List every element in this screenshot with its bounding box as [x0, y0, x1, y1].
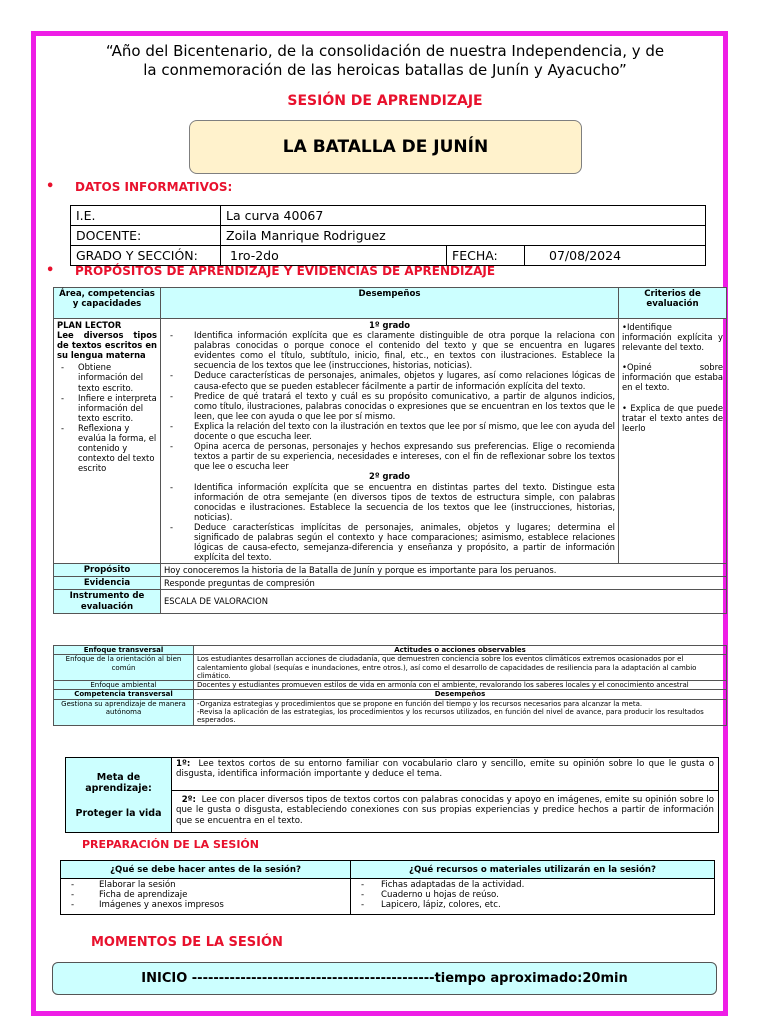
table-row	[54, 288, 727, 319]
list-item: - Infiere e interpreta información del texto escrito.	[57, 393, 157, 423]
recursos-cell	[351, 879, 715, 915]
meta-box	[65, 757, 719, 833]
datos-heading	[46, 179, 233, 194]
meta-grade1	[172, 758, 718, 791]
list-item: - Deduce características de personajes, animales, objetos y lugares, así como relaciones lógicas de causa-efecto que se pueden establecer fácilmente a partir de información explícita del texto.	[164, 370, 615, 390]
ie-value: La curva 40067	[221, 206, 706, 226]
col-criterios-header: Criterios de evaluación	[619, 288, 727, 319]
momentos-heading: MOMENTOS DE LA SESIÓN	[91, 935, 283, 950]
grado-label: GRADO Y SECCIÓN:	[71, 246, 221, 266]
enfoque-bien-comun-text: Los estudiantes desarrollan acciones de ciudadanía, que demuestren conciencia sobre los eventos climáticos extremos ocasionados por el calentamiento global (sequías e inundaciones, entre otros.), así como el desarrollo de capacidades de resiliencia para la adaptación al cambio climático.	[194, 655, 727, 681]
list-item: - Reflexiona y evalúa la forma, el contenido y contexto del texto escrito	[57, 423, 157, 473]
area-cell	[54, 319, 161, 564]
meta-label: Meta de aprendizaje:	[85, 771, 152, 794]
preparacion-table	[60, 860, 715, 915]
evidencia-value: Responde preguntas de compresión	[161, 577, 727, 590]
desempenos-cell	[161, 319, 619, 564]
list-item: - Identifica información explícita que es claramente distinguible de otra porque la relaciona con palabras conocidas o porque conoce el contenido del texto y que se encuentra en lugares evidentes como el título, subtítulo, inicio, final, etc., en textos con ilustraciones. Establece la secuencia de los textos que lee (instrucciones, historias, noticias).	[164, 330, 615, 370]
propositos-heading-text: PROPÓSITOS DE APRENDIZAJE Y EVIDENCIAS DE APRENDIZAJE	[75, 264, 496, 278]
list-item: - Explica la relación del texto con la ilustración en textos que lee por sí mismo, que lee con ayuda del docente o que escucha leer.	[164, 421, 615, 441]
table-row	[54, 690, 727, 699]
list-item: - Predice de qué tratará el texto y cuál es su propósito comunicativo, a partir de algunos indicios, como título, ilustraciones, palabras conocidas o expresiones que se encuentran en los textos que le leen, que lee con ayuda o que lee por sí mismo.	[164, 391, 615, 421]
criterio-item: •Opiné sobre información que estaba en el texto.	[622, 362, 723, 393]
evidencia-label: Evidencia	[54, 577, 161, 590]
preparacion-heading: PREPARACIÓN DE LA SESIÓN	[82, 838, 259, 851]
table-row	[61, 861, 715, 879]
motto-line-2: la conmemoración de las heroicas batallas de Junín y Ayacucho”	[143, 61, 627, 79]
table-row	[71, 206, 706, 226]
meta-grade1-prefix: 1º:	[176, 759, 191, 769]
area-competencia: Lee diversos tipos de textos escritos en su lengua materna	[57, 330, 157, 361]
motto	[60, 42, 710, 80]
table-row	[54, 699, 727, 725]
instrumento-label: Instrumento de evaluación	[54, 590, 161, 613]
col-desempenos-header: Desempeños	[194, 690, 727, 699]
enfoque-ambiental-text: Docentes y estudiantes promueven estilos de vida en armonía con el ambiente, revalorando los saberes locales y el conocimiento ancestral	[194, 681, 727, 690]
col-competencia-header: Competencia transversal	[54, 690, 194, 699]
area-title: PLAN LECTOR	[57, 320, 122, 330]
grade2-list	[164, 482, 615, 563]
bullet-icon: •	[46, 263, 55, 278]
list-item: - Opina acerca de personas, personajes y hechos expresando sus preferencias. Elige o recomienda textos a partir de su experiencia, necesidades e intereses, con el fin de reflexionar sobre los textos que lee o escucha leer	[164, 441, 615, 471]
datos-heading-text: DATOS INFORMATIVOS:	[75, 180, 233, 194]
list-item: - Obtiene información del texto escrito.	[57, 362, 157, 392]
motto-line-1: “Año del Bicentenario, de la consolidación de nuestra Independencia, y de	[105, 42, 665, 60]
meta-sublabel: Proteger la vida	[75, 807, 162, 819]
bullet-icon: •	[46, 179, 55, 194]
page-title: LA BATALLA DE JUNÍN	[282, 137, 489, 157]
enfoque-ambiental: Enfoque ambiental	[54, 681, 194, 690]
criterio-item: • Explica de que puede tratar el texto antes de leerlo	[622, 402, 723, 433]
ie-label: I.E.	[71, 206, 221, 226]
propositos-table	[53, 287, 727, 614]
table-row	[54, 564, 727, 577]
enfoque-bien-comun: Enfoque de la orientación al bien común	[54, 655, 194, 681]
fecha-label: FECHA:	[447, 246, 525, 266]
criterio-item: •Identifique información explícita y relevante del texto.	[622, 322, 723, 353]
list-item: - Imágenes y anexos impresos	[65, 900, 346, 910]
inicio-box	[52, 962, 717, 995]
table-row	[71, 246, 706, 266]
antes-cell	[61, 879, 351, 915]
proposito-label: Propósito	[54, 564, 161, 577]
table-row	[54, 590, 727, 613]
list-item: - Elaborar la sesión	[65, 880, 346, 890]
col-area-header: Área, competencias y capacidades	[54, 288, 161, 319]
meta-grade1-text: Lee textos cortos de su entorno familiar con vocabulario claro y sencillo, emite su opinión sobre lo que le gusta o disgusta, identifica información importante y deduce el tema.	[176, 759, 714, 780]
competencia-autonoma-text	[194, 699, 727, 725]
fecha-value: 07/08/2024	[525, 246, 706, 266]
table-row	[54, 655, 727, 681]
table-row	[61, 879, 715, 915]
session-label: SESIÓN DE APRENDIZAJE	[287, 93, 483, 109]
instrumento-value: ESCALA DE VALORACION	[161, 590, 727, 613]
table-row	[54, 577, 727, 590]
table-row	[54, 681, 727, 690]
list-item: - Deduce características implícitas de personajes, animales, objetos y lugares; determina el significado de palabras según el contexto y hace comparaciones; asimismo, establece relaciones lógicas de causa-efecto, semejanza-diferencia y enseñanza y propósito, a partir de información explícita del texto.	[164, 522, 615, 562]
col-recursos-header: ¿Qué recursos o materiales utilizarán en la sesión?	[351, 861, 715, 879]
enfoques-table	[53, 645, 727, 726]
meta-label-cell	[66, 758, 172, 832]
recursos-list	[355, 880, 710, 910]
list-item: - Ficha de aprendizaje	[65, 890, 346, 900]
criterios-cell	[619, 319, 727, 564]
capacidades-list	[57, 362, 157, 473]
title-box	[189, 120, 582, 174]
table-row	[54, 646, 727, 655]
desempeno-line: -Organiza estrategias y procedimientos que se propone en función del tiempo y los recursos necesarios para alcanzar la meta.	[197, 699, 643, 708]
inicio-label: INICIO ---------------------------------------------tiempo aproximado:20min	[141, 971, 628, 986]
table-row	[54, 319, 727, 564]
col-enfoque-header: Enfoque transversal	[54, 646, 194, 655]
meta-grade2-text: Lee con placer diversos tipos de textos cortos con palabras conocidas y apoyo en imágenes, emite su opinión sobre lo que le gusta o disgusta, estableciendo conexiones con sus propias experiencias y predice hechos a partir de información que se encuentra en el texto.	[176, 795, 714, 826]
list-item: - Cuaderno u hojas de reúso.	[355, 890, 710, 900]
list-item: - Lapicero, lápiz, colores, etc.	[355, 900, 710, 910]
datos-table	[70, 205, 706, 266]
table-row	[71, 226, 706, 246]
propositos-heading	[46, 263, 496, 278]
list-item: - Identifica información explícita que se encuentra en distintas partes del texto. Distingue esta información de otra semejante (en diversos tipos de textos de estructura simple, con palabras conocidas e ilustraciones. Establece la secuencia de los textos que lee (instrucciones, historias, noticias).	[164, 482, 615, 522]
meta-grade2	[172, 792, 718, 832]
antes-list	[65, 880, 346, 910]
col-antes-header: ¿Qué se debe hacer antes de la sesión?	[61, 861, 351, 879]
meta-grade2-prefix: 2º:	[181, 795, 196, 805]
col-actitudes-header: Actitudes o acciones observables	[194, 646, 727, 655]
col-desempenos-header: Desempeños	[161, 288, 619, 319]
list-item: - Fichas adaptadas de la actividad.	[355, 880, 710, 890]
grade2-label: 2º grado	[369, 471, 410, 482]
grade1-label: 1º grado	[369, 320, 410, 330]
preparacion-heading-clipped	[82, 838, 302, 851]
docente-label: DOCENTE:	[71, 226, 221, 246]
grado-value: 1ro-2do	[221, 246, 447, 266]
desempeno-line: -Revisa la aplicación de las estrategias, los procedimientos y los recursos utilizados, en función del nivel de avance, para producir los resultados esperados.	[197, 708, 704, 725]
docente-value: Zoila Manrique Rodriguez	[221, 226, 706, 246]
competencia-autonoma: Gestiona su aprendizaje de manera autónoma	[54, 699, 194, 725]
proposito-value: Hoy conoceremos la historia de la Batalla de Junín y porque es importante para los peruanos.	[161, 564, 727, 577]
grade1-list	[164, 330, 615, 471]
